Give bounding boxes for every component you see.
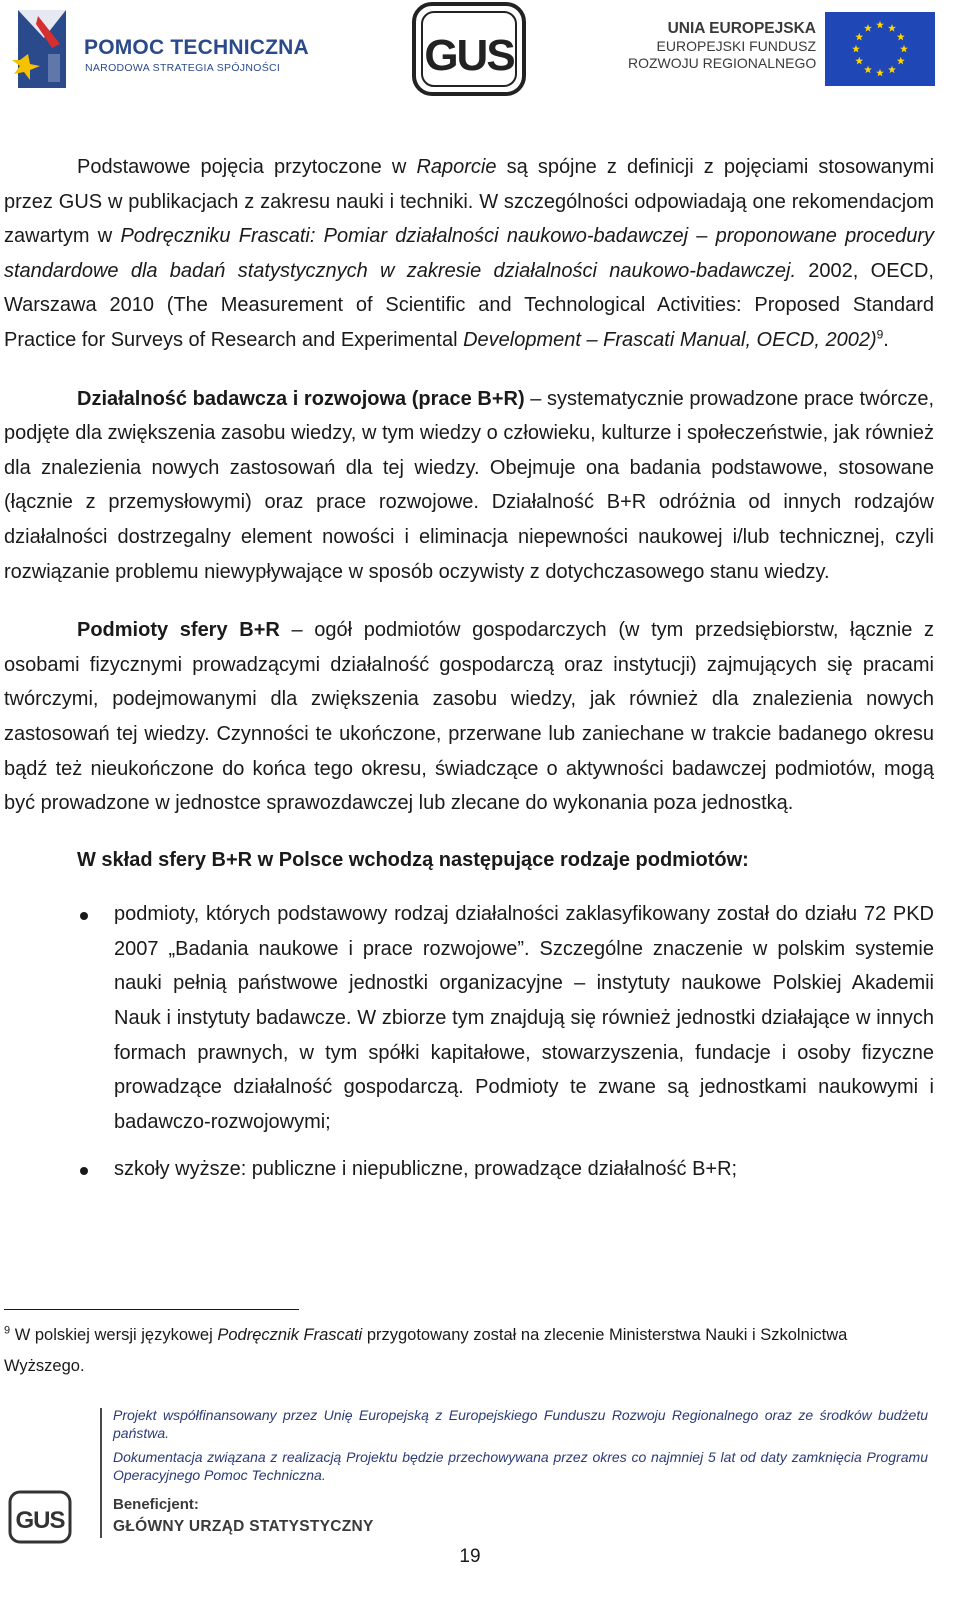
page-footer bbox=[0, 1400, 960, 1605]
bullet-icon bbox=[80, 1167, 88, 1175]
intro-paragraph bbox=[4, 150, 934, 358]
intro-frascati-manual: Development – Frascati Manual, OECD, 2002) bbox=[463, 328, 877, 351]
intro-text-end: . bbox=[883, 328, 889, 351]
list-item bbox=[4, 1152, 934, 1187]
pomoc-techniczna-logo bbox=[8, 4, 309, 92]
page-number: 19 bbox=[459, 1546, 481, 1567]
project-cofinancing-notice bbox=[113, 1406, 928, 1484]
entity-types-list bbox=[4, 897, 934, 1187]
pomoc-techniczna-name: POMOC TECHNICZNA bbox=[84, 36, 309, 59]
intro-text-2: są spójne z definicji z pojęciami stosowanymi przez GUS w publikacjach z zakresu nauki i techniki. W szczególności odpowiadają one rekomendacjom zawartym w bbox=[4, 156, 935, 248]
footnote-9 bbox=[4, 1320, 916, 1382]
gus-logo-text: GUS bbox=[424, 31, 514, 80]
bullet-icon bbox=[80, 912, 88, 920]
eu-flag-icon bbox=[825, 12, 935, 86]
beneficiary-name: GŁÓWNY URZĄD STATYSTYCZNY bbox=[113, 1518, 374, 1535]
list-item bbox=[4, 897, 934, 1139]
definition-paragraph-br bbox=[4, 382, 934, 590]
definition-br-entities: – ogół podmiotów gospodarczych (w tym przedsiębiorstw, łącznie z osobami fizycznymi prowadzącymi działalność gospodarczą oraz instytucji) zajmujących się pracami twórczymi, podejmowanymi dla zwiększenia zasobu wiedzy, jak również dla znalezienia nowych zastosowań tej wiedzy. Czynności te ukończone, przerwane lub zaniechane w trakcie badanego okresu bądź też nieukończone do końca tego okresu, świadczące o aktywności badawczej podmiotów, mogą być prowadzone w jednostce sprawozdawczej lub zlecane do wykonania poza jednostką. bbox=[4, 619, 934, 815]
definition-br-activity: – systematycznie prowadzone prace twórcze, podjęte dla zwiększenia zasobu wiedzy, w tym wiedzy o człowieku, kulturze i społeczeństwie, jak również dla znalezienia nowych zastosowań dla tej wiedzy. Obejmuje ona badania podstawowe, stosowane (łącznie z przemysłowymi) oraz prace rozwojowe. Działalność B+R odróżnia od innych rodzajów działalności dostrzegalny element nowości i eliminacja niepewności naukowej i/lub technicznej, czyli rozwiązanie problemu niewypływające w sposób oczywisty z dotychczasowego stanu wiedzy. bbox=[4, 387, 935, 583]
document-body bbox=[4, 150, 934, 1187]
intro-raport-italic: Raporcie bbox=[416, 156, 497, 178]
list-item-text: szkoły wyższe: publiczne i niepubliczne, prowadzące działalność B+R; bbox=[114, 1158, 738, 1181]
eu-fund-label bbox=[628, 20, 816, 72]
footnote-text-2: przygotowany został na zlecenie Ministerstwa Nauki i Szkolnictwa Wyższego. bbox=[4, 1326, 848, 1375]
footnote-frascati-italic: Podręcznik Frascati bbox=[217, 1326, 363, 1344]
entity-types-heading: W skład sfery B+R w Polsce wchodzą następujące rodzaje podmiotów: bbox=[77, 848, 749, 871]
project-notice-line1: Projekt współfinansowany przez Unię Europejską z Europejskiego Funduszu Rozwoju Regionalnego oraz ze środków budżetu państwa. bbox=[113, 1407, 928, 1441]
eu-label-line1: UNIA EUROPEJSKA bbox=[667, 20, 816, 37]
footnote-text-1: W polskiej wersji językowej bbox=[10, 1326, 218, 1344]
list-item-text: podmioty, których podstawowy rodzaj działalności zaklasyfikowany został do działu 72 PKD 2007 „Badania naukowe i prace rozwojowe”. Szczególne znaczenie w polskim systemie nauki pełnią państwowe jednostki organizacyjne – instytuty naukowe Polskiej Akademii Nauk i instytuty badawcze. W zbiorze tym znajdują się również jednostki działające w innych formach prawnych, w tym spółki kapitałowe, stowarzyszenia, fundacje i osoby fizyczne prowadzące działalność gospodarczą. Podmioty te zwane są jednostkami naukowymi i badawczo-rozwojowymi; bbox=[114, 903, 934, 1133]
project-notice-line2: Dokumentacja związana z realizacją Projektu będzie przechowywana przez okres co najmniej 5 lat od daty zamknięcia Programu Operacyjnego Pomoc Techniczna. bbox=[113, 1449, 928, 1483]
footer-vertical-rule bbox=[100, 1408, 102, 1538]
gus-logo bbox=[410, 0, 528, 98]
beneficiary-label: Beneficjent: bbox=[113, 1496, 199, 1513]
intro-frascati-title: Podręczniku Frascati: Pomiar działalności naukowo-badawczej – proponowane procedury standardowe dla badań statystycznych w zakresie działalności naukowo-badawczej. bbox=[4, 225, 934, 282]
footnote-number: 9 bbox=[4, 1324, 11, 1337]
term-br-entities: Podmioty sfery B+R bbox=[77, 619, 280, 642]
eu-label-line2: EUROPEJSKI FUNDUSZ bbox=[656, 38, 816, 54]
pomoc-techniczna-subtitle: NARODOWA STRATEGIA SPÓJNOŚCI bbox=[85, 62, 281, 74]
page-header bbox=[0, 0, 960, 100]
intro-text-3: 2002, OECD, Warszawa 2010 (The Measurement of Scientific and Technological Activities: Proposed Standard Practice for Surveys of Research and Experimental bbox=[4, 259, 934, 351]
footnote-ref-9: 9 bbox=[876, 327, 884, 342]
footnote-divider bbox=[4, 1309, 299, 1310]
term-br-activity: Działalność badawcza i rozwojowa (prace B+R) bbox=[77, 387, 525, 410]
eu-label-line3: ROZWOJU REGIONALNEGO bbox=[628, 55, 817, 71]
gus-footer-logo-text: GUS bbox=[15, 1507, 65, 1534]
definition-paragraph-entities bbox=[4, 613, 934, 821]
gus-footer-logo bbox=[8, 1490, 72, 1544]
intro-text-1: Podstawowe pojęcia przytoczone w bbox=[77, 156, 417, 178]
pomoc-techniczna-emblem-icon bbox=[8, 4, 76, 92]
